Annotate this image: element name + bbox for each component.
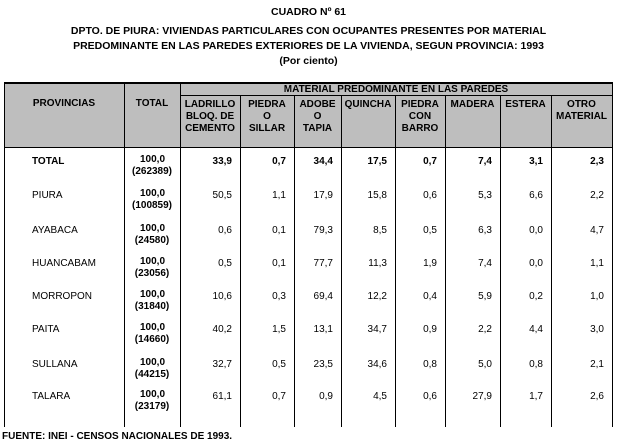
row-total-count: (262389) [131, 166, 173, 177]
row-province-name: MORROPON [32, 291, 92, 302]
header-column-label: QUINCHA [344, 99, 392, 110]
row-value-cell: 11,3 [368, 258, 387, 269]
row-total-pct: 100,0 [139, 389, 166, 400]
source-note: FUENTE: INEI - CENSOS NACIONALES DE 1993. [2, 431, 233, 442]
header-column-label: OTRO [567, 99, 596, 110]
row-value-cell: 77,7 [313, 258, 333, 269]
row-value-cell: 33,9 [212, 156, 232, 167]
row-value-cell: 6,6 [529, 190, 543, 201]
row-value-cell: 2,6 [590, 391, 604, 402]
column-rule [612, 82, 613, 427]
row-value-cell: 4,5 [373, 391, 387, 402]
row-value-cell: 12,2 [367, 291, 387, 302]
row-value-cell: 50,5 [212, 190, 232, 201]
row-total-pct: 100,0 [139, 256, 166, 267]
row-total-count: (23179) [134, 401, 170, 412]
row-province-name: HUANCABAM [32, 258, 96, 269]
row-value-cell: 5,3 [478, 190, 492, 201]
row-province-name: TOTAL [32, 156, 65, 167]
row-value-cell: 0,3 [272, 291, 286, 302]
row-value-cell: 0,8 [423, 359, 437, 370]
subtitle-line-1: DPTO. DE PIURA: VIVIENDAS PARTICULARES CON OCUPANTES PRESENTES POR MATERIAL [70, 25, 547, 37]
row-value-cell: 7,4 [478, 156, 492, 167]
row-value-cell: 0,7 [423, 156, 437, 167]
header-column-label: CON [408, 111, 432, 122]
row-value-cell: 0,0 [529, 225, 543, 236]
header-column-label: LADRILLO [184, 99, 236, 110]
row-value-cell: 34,7 [367, 324, 387, 335]
header-column-label: MATERIAL [556, 111, 607, 122]
row-province-name: PAITA [32, 324, 60, 335]
row-value-cell: 0,1 [272, 258, 286, 269]
row-total-count: (14660) [134, 334, 170, 345]
header-column-label: MADERA [450, 99, 495, 110]
group-header-rule [180, 95, 612, 96]
row-total-count: (23056) [134, 268, 170, 279]
row-total-pct: 100,0 [139, 223, 166, 234]
row-value-cell: 0,5 [272, 359, 286, 370]
header-column-label: PIEDRA [401, 99, 439, 110]
row-value-cell: 0,6 [218, 225, 232, 236]
header-column-label: PIEDRA [248, 99, 286, 110]
column-rule [124, 82, 125, 427]
row-value-cell: 0,1 [272, 225, 286, 236]
row-province-name: SULLANA [32, 359, 78, 370]
row-value-cell: 7,4 [478, 258, 492, 269]
column-rule [4, 82, 5, 427]
row-value-cell: 0,6 [423, 190, 437, 201]
row-total-pct: 100,0 [139, 322, 166, 333]
row-value-cell: 2,2 [478, 324, 492, 335]
header-column-label: SILLAR [248, 123, 286, 134]
header-provincias: PROVINCIAS [32, 98, 96, 109]
row-value-cell: 17,9 [313, 190, 333, 201]
row-value-cell: 15,8 [367, 190, 387, 201]
row-value-cell: 34,6 [367, 359, 387, 370]
row-value-cell: 10,6 [212, 291, 232, 302]
row-value-cell: 79,3 [313, 225, 333, 236]
row-value-cell: 5,0 [478, 359, 492, 370]
row-total-count: (100859) [131, 200, 173, 211]
row-value-cell: 0,7 [272, 156, 286, 167]
row-value-cell: 6,3 [478, 225, 492, 236]
row-province-name: AYABACA [32, 225, 78, 236]
header-column-label: ADOBE [299, 99, 336, 110]
subtitle-line-2: PREDOMINANTE EN LAS PAREDES EXTERIORES DE LA VIVIENDA, SEGUN PROVINCIA: 1993 [73, 40, 544, 52]
row-value-cell: 0,7 [272, 391, 286, 402]
row-value-cell: 2,2 [590, 190, 604, 201]
row-value-cell: 3,0 [590, 324, 604, 335]
header-total: TOTAL [135, 98, 169, 109]
header-column-label: ESTERA [505, 99, 546, 110]
row-value-cell: 27,9 [472, 391, 492, 402]
row-value-cell: 2,3 [590, 156, 604, 167]
row-value-cell: 1,1 [590, 258, 604, 269]
row-value-cell: 8,5 [373, 225, 387, 236]
row-total-pct: 100,0 [139, 188, 166, 199]
row-total-pct: 100,0 [139, 154, 166, 165]
row-total-count: (24580) [134, 235, 170, 246]
row-value-cell: 1,0 [590, 291, 604, 302]
header-column-label: O [263, 111, 271, 122]
row-value-cell: 3,1 [529, 156, 543, 167]
row-value-cell: 40,2 [212, 324, 232, 335]
subtitle-line-3: (Por ciento) [279, 55, 338, 67]
row-value-cell: 0,8 [529, 359, 543, 370]
row-value-cell: 0,9 [423, 324, 437, 335]
table-title: CUADRO Nº 61 [270, 6, 346, 18]
row-value-cell: 0,0 [529, 258, 543, 269]
row-value-cell: 32,7 [212, 359, 232, 370]
row-value-cell: 2,1 [590, 359, 604, 370]
row-value-cell: 0,4 [423, 291, 437, 302]
row-value-cell: 34,4 [313, 156, 333, 167]
row-total-count: (44215) [134, 369, 170, 380]
header-column-label: TAPIA [302, 123, 333, 134]
header-column-label: O [313, 111, 322, 122]
row-value-cell: 5,9 [478, 291, 492, 302]
row-province-name: TALARA [32, 391, 71, 402]
row-value-cell: 0,2 [529, 291, 543, 302]
row-province-name: PIURA [32, 190, 63, 201]
row-value-cell: 1,7 [529, 391, 543, 402]
row-value-cell: 4,7 [590, 225, 604, 236]
row-value-cell: 0,5 [218, 258, 232, 269]
row-value-cell: 13,1 [313, 324, 333, 335]
header-column-label: BLOQ. DE [185, 111, 235, 122]
row-value-cell: 0,9 [319, 391, 333, 402]
row-value-cell: 69,4 [313, 291, 333, 302]
header-column-label: CEMENTO [185, 123, 235, 134]
row-total-count: (31840) [134, 301, 170, 312]
row-value-cell: 1,9 [423, 258, 437, 269]
row-value-cell: 1,5 [272, 324, 286, 335]
row-value-cell: 61,1 [212, 391, 232, 402]
row-value-cell: 1,1 [272, 190, 286, 201]
header-material-group: MATERIAL PREDOMINANTE EN LAS PAREDES [283, 84, 509, 95]
data-table [4, 82, 612, 427]
header-bottom-rule [4, 147, 612, 148]
row-value-cell: 17,5 [367, 156, 387, 167]
header-column-label: BARRO [401, 123, 439, 134]
row-value-cell: 23,5 [313, 359, 333, 370]
row-value-cell: 4,4 [529, 324, 543, 335]
row-value-cell: 0,5 [423, 225, 437, 236]
row-value-cell: 0,6 [423, 391, 437, 402]
row-total-pct: 100,0 [139, 289, 166, 300]
row-total-pct: 100,0 [139, 357, 166, 368]
